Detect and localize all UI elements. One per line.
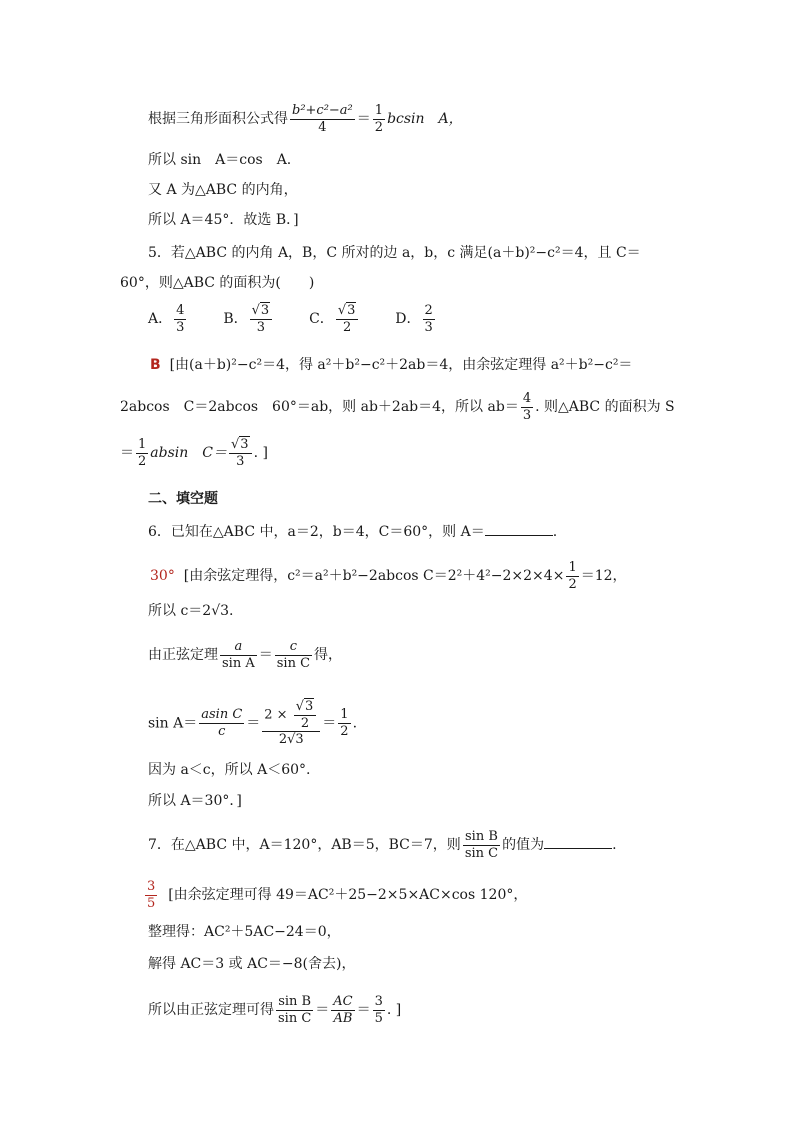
radicand: 3 [305,699,314,714]
question-6 [148,521,557,542]
text: . [612,837,617,854]
numerator: sin B [276,995,313,1011]
denominator: 3 [522,407,532,423]
fraction-half [338,708,350,738]
option-a-label: A． [148,311,173,328]
text-line: 所以 c＝2√3. [148,603,234,619]
text-line: 整理得：AC²＋5AC−24＝0， [148,924,341,940]
option-d-fraction [423,304,435,334]
denominator: 3 [424,319,433,335]
section-heading: 二、填空题 [148,491,218,507]
text-line: 所以 sin A＝cos A. [148,152,292,168]
radicand: 3 [260,303,270,318]
text-line: 又 A 为△ABC 的内角， [148,182,298,198]
sqrt-sign: √3 [295,699,314,714]
compound-fraction [262,700,320,747]
denominator: c [218,723,226,739]
numerator: c [275,640,312,656]
text: 得， [314,647,343,664]
answer-7-final [148,995,401,1025]
sqrt-sign: √3 [251,303,270,318]
denominator: 2 [340,723,349,739]
answer-6-line1 [150,561,627,591]
equals: ＝ [258,647,273,664]
option-c-label: C． [309,311,334,328]
fraction [220,640,257,670]
text: ＝12， [580,568,627,585]
answer-letter: B [150,357,161,373]
numerator: 1 [138,437,147,452]
numerator: 1 [374,103,384,118]
fraction-sqrt [229,438,252,468]
fraction-half [566,561,578,591]
numerator: 3 [374,994,383,1009]
text: sin A＝ [148,715,198,732]
numerator: AC [333,994,353,1009]
question-5-line2: 60°，则△ABC 的面积为( ) [120,275,315,291]
answer-5-line1 [150,355,632,375]
answer-blank [485,521,553,536]
equals: ＝ [322,715,337,732]
numerator: 4 [522,391,532,406]
denominator: AB [333,1010,353,1026]
area-formula-line [148,104,463,134]
inner-fraction [294,700,317,730]
denominator: sin C [464,845,499,861]
text: [由(a＋b)²−c²＝4，得 a²＋b²−c²＋2ab＝4，由余弦定理得 a²＋b²−c²＝ [169,357,633,373]
fraction [275,640,312,670]
text-line: 解得 AC＝3 或 AC＝−8(舍去)， [148,956,356,972]
text: 6．已知在△ABC 中，a＝2，b＝4，C＝60°，则 A＝ [148,524,485,540]
text-line: 因为 a＜c，所以 A＜60°. [148,762,311,778]
denominator: sin A [222,655,255,671]
denominator: 2√3 [278,732,304,748]
text: . ] [253,445,268,462]
text: . [352,715,358,732]
text-line: 所以 A＝30°．] [148,793,242,809]
option-a-fraction [174,304,186,334]
numerator: 4 [176,303,185,318]
question-5-line1: 5．若△ABC 的内角 A，B，C 所对的边 a，b，c 满足(a＋b)²−c²＝4，且 C＝ [148,245,641,261]
fraction [276,995,313,1025]
denominator: 2 [342,319,352,335]
numerator: b²+c²−a² [292,103,353,118]
denominator: 2 [374,119,384,135]
option-b-fraction [250,304,273,334]
denominator: 5 [147,895,156,911]
text: absin C＝ [150,445,227,462]
option-b-label: B． [223,311,248,328]
fraction [331,995,354,1025]
question-5-options [148,304,437,344]
text: . [552,524,558,540]
radicand: 3 [347,303,356,318]
text: 根据三角形面积公式得 [148,111,288,128]
fraction [290,104,355,134]
text: . ] [386,1002,402,1019]
answer-5-line2 [120,392,675,422]
text: 所以由正弦定理可得 [148,1002,274,1019]
sine-law-line [148,640,342,670]
option-d-label: D． [395,311,421,328]
text: 2abcos C＝2abcos 60°＝ab，则 ab＋2ab＝4，所以 ab＝ [120,399,519,416]
denominator: sin C [276,655,311,671]
equals: ＝ [356,111,371,128]
fraction-half [136,438,148,468]
text: [由余弦定理可得 49＝AC²＋25−2×5×AC×cos 120°， [168,887,528,904]
denominator: 5 [374,1010,383,1026]
text: bcsin A， [387,111,463,128]
fraction [463,830,500,860]
numerator: 2 [424,303,433,318]
text: 的值为 [502,837,545,854]
answer-value: 30° [150,568,175,585]
denominator: sin C [278,1010,312,1026]
equals: ＝ [356,1002,371,1019]
answer-fraction [145,880,157,910]
fraction [199,708,244,738]
denominator: 4 [318,119,327,135]
equals: ＝ [246,715,261,732]
fraction [521,392,533,422]
denominator: 3 [236,453,245,469]
option-c-fraction [336,304,359,334]
denominator: 2 [568,576,577,592]
text: 由正弦定理 [148,647,218,664]
numerator: sin B [463,830,500,846]
radicand: 3 [240,437,249,452]
text: . 则△ABC 的面积为 S [535,399,675,416]
text: ＝ [120,445,134,462]
numerator: 1 [340,707,349,723]
text: 2 × [264,707,288,723]
denominator: 3 [176,319,185,335]
denominator: 2 [300,715,310,731]
numerator: a [220,640,257,656]
denominator: 3 [256,319,266,335]
text-line: 所以 A＝45°．故选 B．] [148,212,299,228]
fraction-half [373,104,385,134]
sqrt-sign: √3 [230,437,249,452]
text: 7．在△ABC 中，A＝120°，AB＝5，BC＝7，则 [148,837,461,854]
denominator: 2 [138,453,147,469]
fraction [373,995,385,1025]
sine-a-line [148,700,357,747]
text: [由余弦定理得，c²＝a²＋b²−2abcos C＝2²＋4²−2×2×4× [183,568,565,585]
numerator: 3 [147,879,156,894]
question-7 [148,830,617,860]
numerator: 1 [568,560,577,575]
equals: ＝ [315,1002,330,1019]
sqrt-sign: √3 [337,303,356,318]
answer-5-line3 [120,438,268,468]
answer-blank [544,834,612,849]
numerator: asin C [201,707,243,723]
answer-7-line1 [143,880,527,910]
